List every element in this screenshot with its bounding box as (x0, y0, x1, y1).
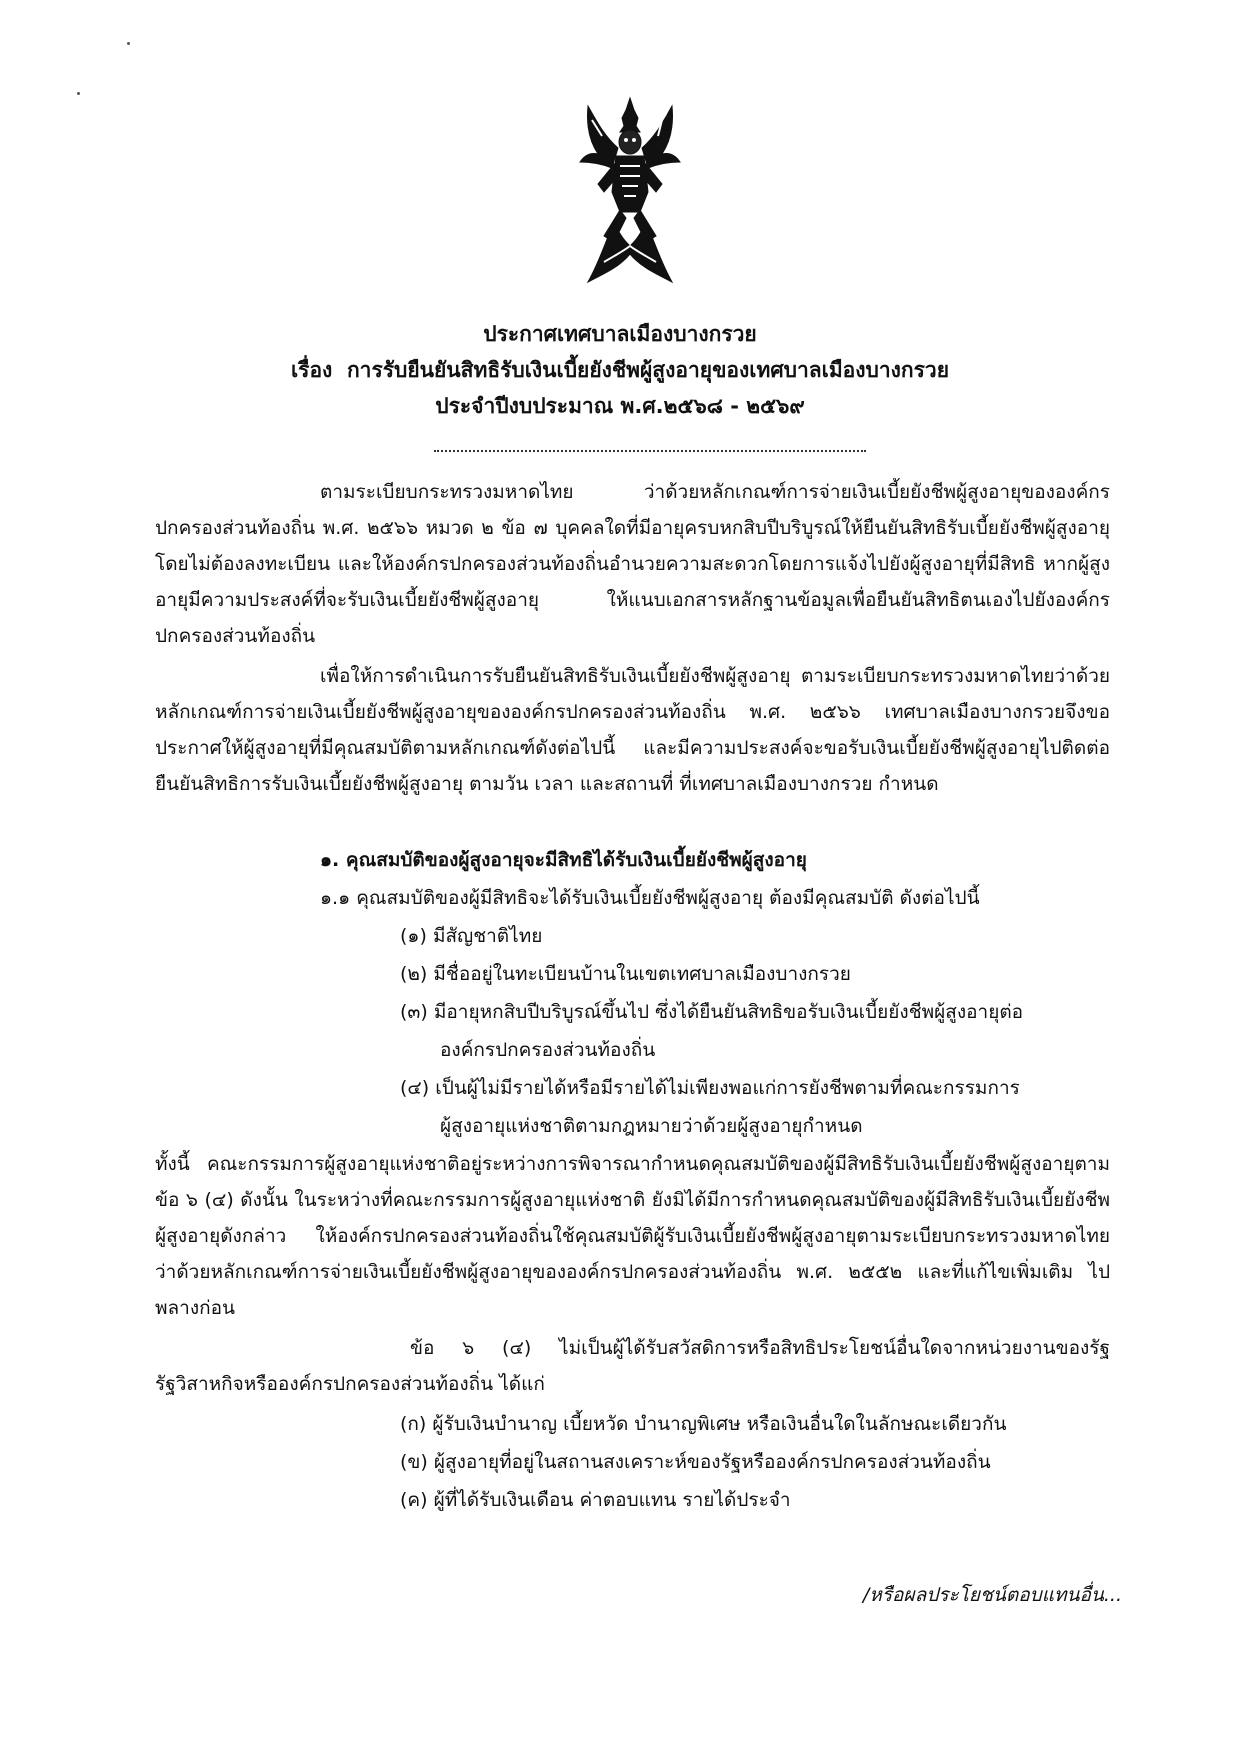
qualification-item-continued: องค์กรปกครองส่วนท้องถิ่น (440, 1039, 656, 1061)
item-text: มีอายุหกสิบปีบริบูรณ์ขึ้นไป ซึ่งได้ยืนยันสิทธิขอรับเงินเบี้ยยังชีพผู้สูงอายุต่อ (433, 1001, 1024, 1023)
section-1-heading: ๑. คุณสมบัติของผู้สูงอายุจะมีสิทธิได้รับเงินเบี้ยยังชีพผู้สูงอายุ (320, 849, 807, 871)
qualification-item (400, 994, 1023, 1030)
garuda-emblem-icon (574, 96, 686, 286)
item-text: มีชื่ออยู่ในทะเบียนบ้านในเขตเทศบาลเมืองบางกรวย (433, 963, 851, 985)
item-text: ผู้รับเงินบำนาญ เบี้ยหวัด บำนาญพิเศษ หรือเงินอื่นใดในลักษณะเดียวกัน (432, 1413, 1007, 1435)
item-label: (๔) (400, 1077, 430, 1099)
paragraph-4: ข้อ ๖ (๔) ไม่เป็นผู้ได้รับสวัสดิการหรือสิทธิประโยชน์อื่นใดจากหน่วยงานของรัฐรัฐวิสาหกิจหรือองค์กรปกครองส่วนท้องถิ่น ได้แก่ (155, 1337, 1110, 1395)
document-header (0, 316, 1240, 424)
qualification-item (400, 956, 851, 992)
section-1-subheading: ๑.๑ คุณสมบัติของผู้มีสิทธิจะได้รับเงินเบี้ยยังชีพผู้สูงอายุ ต้องมีคุณสมบัติ ดังต่อไปนี้ (320, 887, 980, 909)
paragraph-1: ตามระเบียบกระทรวงมหาดไทย ว่าด้วยหลักเกณฑ์การจ่ายเงินเบี้ยยังชีพผู้สูงอายุขององค์กรปกครองส่วนท้องถิ่น พ.ศ. ๒๕๖๖ หมวด ๒ ข้อ ๗ บุคคลใดที่มีอายุครบหกสิบปีบริบูรณ์ให้ยืนยันสิทธิรับเบี้ยยังชีพผู้สูงอายุโดยไม่ต้องลงทะเบียน และให้องค์กรปกครองส่วนท้องถิ่นอำนวยความสะดวกโดยการแจ้งไปยังผู้สูงอายุที่มีสิทธิ หากผู้สูงอายุมีความประสงค์ที่จะรับเงินเบี้ยยังชีพผู้สูงอายุ ให้แนบเอกสารหลักฐานข้อมูลเพื่อยืนยันสิทธิตนเองไปยังองค์กรปกครองส่วนท้องถิ่น (155, 481, 1110, 647)
announcement-title: ประกาศเทศบาลเมืองบางกรวย (483, 322, 757, 346)
scan-speck (77, 92, 80, 95)
paragraph-2: เพื่อให้การดำเนินการรับยืนยันสิทธิรับเงินเบี้ยยังชีพผู้สูงอายุ ตามระเบียบกระทรวงมหาดไทยว่าด้วยหลักเกณฑ์การจ่ายเงินเบี้ยยังชีพผู้สูงอายุขององค์กรปกครองส่วนท้องถิ่น พ.ศ. ๒๕๖๖ เทศบาลเมืองบางกรวยจึงขอประกาศให้ผู้สูงอายุที่มีคุณสมบัติตามหลักเกณฑ์ดังต่อไปนี้ และมีความประสงค์จะขอรับเงินเบี้ยยังชีพผู้สูงอายุไปติดต่อยืนยันสิทธิการรับเงินเบี้ยยังชีพผู้สูงอายุ ตามวัน เวลา และสถานที่ ที่เทศบาลเมืองบางกรวย กำหนด (155, 665, 1110, 795)
qualification-item (400, 918, 542, 954)
qualification-item (400, 1070, 1020, 1106)
item-text: เป็นผู้ไม่มีรายได้หรือมีรายได้ไม่เพียงพอแก่การยังชีพตามที่คณะกรรมการ (435, 1077, 1020, 1099)
exclusion-item (400, 1482, 791, 1518)
item-label: (ข) (400, 1451, 428, 1473)
fiscal-year: ประจำปีงบประมาณ พ.ศ.๒๕๖๘ - ๒๕๖๙ (435, 394, 805, 418)
exclusion-item (400, 1406, 1006, 1442)
item-label: (ก) (400, 1413, 427, 1435)
announcement-subject (0, 352, 1240, 388)
item-label: (๓) (400, 1001, 428, 1023)
item-text: ผู้ที่ได้รับเงินเดือน ค่าตอบแทน รายได้ประจำ (433, 1489, 791, 1511)
item-text: มีสัญชาติไทย (432, 925, 543, 947)
header-divider (434, 450, 866, 452)
exclusion-item (400, 1444, 991, 1480)
item-label: (๒) (400, 963, 428, 985)
scan-speck (127, 42, 130, 45)
page-continuation-note: /หรือผลประโยชน์ตอบแทนอื่น... (862, 1584, 1122, 1606)
item-label: (๑) (400, 925, 427, 947)
item-text: ผู้สูงอายุที่อยู่ในสถานสงเคราะห์ของรัฐหรือองค์กรปกครองส่วนท้องถิ่น (433, 1451, 991, 1473)
item-label: (ค) (400, 1489, 428, 1511)
qualification-item-continued: ผู้สูงอายุแห่งชาติตามกฎหมายว่าด้วยผู้สูงอายุกำหนด (440, 1115, 863, 1137)
subject-label: เรื่อง (290, 358, 333, 382)
paragraph-3: ทั้งนี้ คณะกรรมการผู้สูงอายุแห่งชาติอยู่ระหว่างการพิจารณากำหนดคุณสมบัติของผู้มีสิทธิรับเงินเบี้ยยังชีพผู้สูงอายุตามข้อ ๖ (๔) ดังนั้น ในระหว่างที่คณะกรรมการผู้สูงอายุแห่งชาติ ยังมิได้มีการกำหนดคุณสมบัติของผู้มีสิทธิรับเงินเบี้ยยังชีพผู้สูงอายุดังกล่าว ให้องค์กรปกครองส่วนท้องถิ่นใช้คุณสมบัติผู้รับเงินเบี้ยยังชีพผู้สูงอายุตามระเบียบกระทรวงมหาดไทย ว่าด้วยหลักเกณฑ์การจ่ายเงินเบี้ยยังชีพผู้สูงอายุขององค์กรปกครองส่วนท้องถิ่น พ.ศ. ๒๕๕๒ และที่แก้ไขเพิ่มเติม ไปพลางก่อน (155, 1153, 1110, 1319)
subject-text: การรับยืนยันสิทธิรับเงินเบี้ยยังชีพผู้สูงอายุของเทศบาลเมืองบางกรวย (346, 358, 949, 382)
